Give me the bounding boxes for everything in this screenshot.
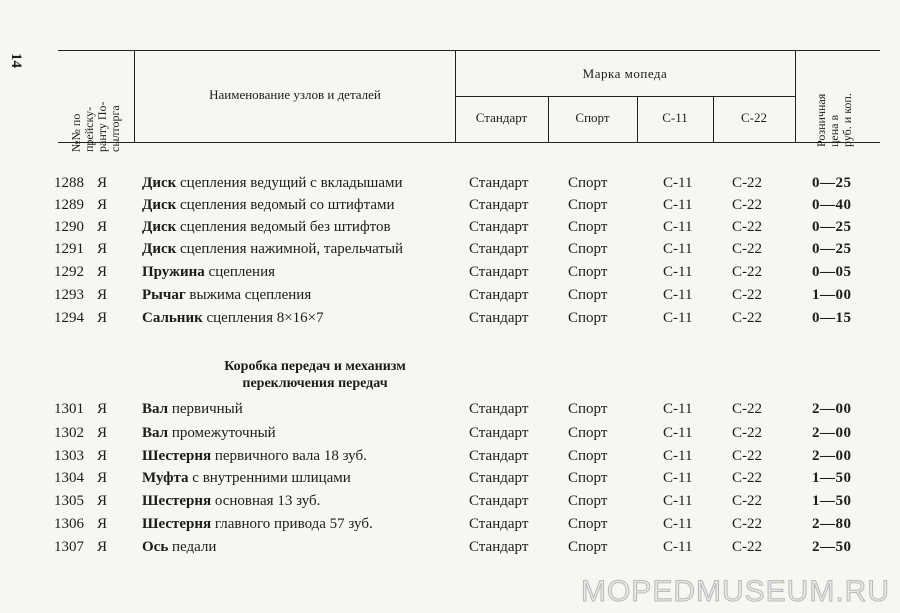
row-number: 1307 xyxy=(54,539,84,555)
row-c22: С-22 xyxy=(732,493,762,509)
table-row xyxy=(0,539,900,561)
row-category: Я xyxy=(97,539,108,555)
site-watermark: MOPEDMUSEUM.RU xyxy=(580,575,890,608)
page-number: 14 xyxy=(8,53,24,68)
row-name xyxy=(142,241,403,258)
row-price: 1—00 xyxy=(812,287,852,303)
row-price: 1—50 xyxy=(812,493,852,509)
row-name xyxy=(142,516,373,533)
row-sport: Спорт xyxy=(568,425,608,441)
row-c22: С-22 xyxy=(732,219,762,235)
row-price: 0—25 xyxy=(812,241,852,257)
row-standard: Стандарт xyxy=(469,516,529,532)
header-divider-2 xyxy=(455,50,456,142)
row-sport: Спорт xyxy=(568,219,608,235)
row-c22: С-22 xyxy=(732,425,762,441)
header-divider-1 xyxy=(134,50,135,142)
row-name-bold: Диск xyxy=(142,197,177,213)
row-c11: С-11 xyxy=(663,401,693,417)
row-name-bold: Вал xyxy=(142,401,169,417)
header-brand-c22: С-22 xyxy=(741,110,767,125)
row-standard: Стандарт xyxy=(469,448,529,464)
row-number: 1288 xyxy=(54,175,84,191)
table-row xyxy=(0,310,900,332)
row-c22: С-22 xyxy=(732,539,762,555)
row-name xyxy=(142,175,403,192)
row-name-rest: сцепления ведомый без штифтов xyxy=(176,219,391,235)
row-sport: Спорт xyxy=(568,401,608,417)
header-brand-standard: Стандарт xyxy=(475,110,528,125)
row-name-rest: педали xyxy=(168,539,217,555)
row-name-bold: Вал xyxy=(142,425,169,441)
table-row xyxy=(0,219,900,241)
row-price: 0—05 xyxy=(812,264,852,280)
row-name-rest: главного привода 57 зуб. xyxy=(211,516,373,532)
header-brand-sport: Спорт xyxy=(575,110,610,125)
row-c22: С-22 xyxy=(732,516,762,532)
row-category: Я xyxy=(97,401,108,417)
row-name-rest: сцепления нажимной, тарельчатый xyxy=(176,241,404,257)
header-col-number: №№ по прейску- ранту По- сылторга xyxy=(69,101,122,152)
row-name xyxy=(142,448,367,465)
row-c22: С-22 xyxy=(732,448,762,464)
row-name-bold: Муфта xyxy=(142,470,189,486)
row-sport: Спорт xyxy=(568,516,608,532)
row-name-bold: Пружина xyxy=(142,264,205,280)
header-divider-6 xyxy=(795,50,796,142)
row-number: 1292 xyxy=(54,264,84,280)
table-row xyxy=(0,516,900,538)
row-standard: Стандарт xyxy=(469,197,529,213)
row-standard: Стандарт xyxy=(469,470,529,486)
row-c11: С-11 xyxy=(663,493,693,509)
row-name-rest: сцепления 8×16×7 xyxy=(202,310,324,326)
row-standard: Стандарт xyxy=(469,219,529,235)
row-name-bold: Диск xyxy=(142,219,177,235)
section-heading: Коробка передач и механизм переключения передач xyxy=(224,359,406,391)
header-bottom-rule xyxy=(58,142,880,143)
row-name-bold: Диск xyxy=(142,241,177,257)
row-name-bold: Ось xyxy=(142,539,169,555)
row-category: Я xyxy=(97,219,108,235)
header-col-price: Розничная цена в руб. и коп. xyxy=(814,93,854,147)
row-name-rest: сцепления ведомый со штифтами xyxy=(176,197,395,213)
table-row xyxy=(0,448,900,470)
row-name-rest: первичный xyxy=(168,401,243,417)
row-c22: С-22 xyxy=(732,287,762,303)
row-price: 2—00 xyxy=(812,448,852,464)
row-sport: Спорт xyxy=(568,310,608,326)
row-standard: Стандарт xyxy=(469,493,529,509)
row-sport: Спорт xyxy=(568,175,608,191)
row-standard: Стандарт xyxy=(469,264,529,280)
row-category: Я xyxy=(97,448,108,464)
row-name xyxy=(142,425,276,442)
row-sport: Спорт xyxy=(568,493,608,509)
row-number: 1301 xyxy=(54,401,84,417)
row-c11: С-11 xyxy=(663,539,693,555)
row-price: 0—15 xyxy=(812,310,852,326)
row-sport: Спорт xyxy=(568,448,608,464)
row-sport: Спорт xyxy=(568,241,608,257)
row-category: Я xyxy=(97,264,108,280)
row-c22: С-22 xyxy=(732,470,762,486)
row-name-rest: основная 13 зуб. xyxy=(211,493,321,509)
row-sport: Спорт xyxy=(568,470,608,486)
row-c22: С-22 xyxy=(732,175,762,191)
row-standard: Стандарт xyxy=(469,539,529,555)
row-name-bold: Диск xyxy=(142,175,177,191)
row-name xyxy=(142,470,351,487)
row-price: 0—40 xyxy=(812,197,852,213)
table-row xyxy=(0,401,900,423)
row-name xyxy=(142,310,324,327)
row-price: 2—00 xyxy=(812,425,852,441)
header-brand-c11: С-11 xyxy=(662,110,688,125)
row-sport: Спорт xyxy=(568,287,608,303)
row-name-bold: Шестерня xyxy=(142,493,212,509)
header-col-brand: Марка мопеда xyxy=(582,66,668,81)
row-number: 1302 xyxy=(54,425,84,441)
table-row xyxy=(0,264,900,286)
row-c11: С-11 xyxy=(663,470,693,486)
row-standard: Стандарт xyxy=(469,241,529,257)
row-c22: С-22 xyxy=(732,401,762,417)
row-price: 0—25 xyxy=(812,175,852,191)
row-name xyxy=(142,287,311,304)
row-number: 1289 xyxy=(54,197,84,213)
row-sport: Спорт xyxy=(568,197,608,213)
row-price: 2—80 xyxy=(812,516,852,532)
row-number: 1294 xyxy=(54,310,84,326)
row-c11: С-11 xyxy=(663,197,693,213)
row-name-bold: Шестерня xyxy=(142,516,212,532)
table-row xyxy=(0,470,900,492)
row-number: 1304 xyxy=(54,470,84,486)
row-c11: С-11 xyxy=(663,516,693,532)
row-number: 1290 xyxy=(54,219,84,235)
row-number: 1291 xyxy=(54,241,84,257)
row-name xyxy=(142,539,216,556)
table-row xyxy=(0,175,900,197)
table-row xyxy=(0,425,900,447)
row-name-rest: промежуточный xyxy=(168,425,276,441)
row-name-rest: первичного вала 18 зуб. xyxy=(211,448,367,464)
row-number: 1303 xyxy=(54,448,84,464)
brand-sub-rule xyxy=(455,96,795,97)
row-sport: Спорт xyxy=(568,264,608,280)
row-standard: Стандарт xyxy=(469,175,529,191)
row-price: 2—00 xyxy=(812,401,852,417)
row-number: 1305 xyxy=(54,493,84,509)
row-name-bold: Сальник xyxy=(142,310,203,326)
row-category: Я xyxy=(97,425,108,441)
row-standard: Стандарт xyxy=(469,310,529,326)
row-c11: С-11 xyxy=(663,241,693,257)
row-c11: С-11 xyxy=(663,310,693,326)
row-name-rest: сцепления xyxy=(204,264,275,280)
row-category: Я xyxy=(97,175,108,191)
table-row xyxy=(0,287,900,309)
row-c11: С-11 xyxy=(663,175,693,191)
table-row xyxy=(0,241,900,263)
row-c11: С-11 xyxy=(663,264,693,280)
table-row xyxy=(0,493,900,515)
row-c11: С-11 xyxy=(663,448,693,464)
row-category: Я xyxy=(97,493,108,509)
row-name-rest: с внутренними шлицами xyxy=(188,470,351,486)
row-name-bold: Рычаг xyxy=(142,287,186,303)
row-number: 1306 xyxy=(54,516,84,532)
row-standard: Стандарт xyxy=(469,425,529,441)
row-c11: С-11 xyxy=(663,219,693,235)
row-standard: Стандарт xyxy=(469,401,529,417)
row-name xyxy=(142,493,320,510)
row-c22: С-22 xyxy=(732,241,762,257)
row-name-bold: Шестерня xyxy=(142,448,212,464)
header-top-rule xyxy=(58,50,880,51)
row-name-rest: сцепления ведущий с вкладышами xyxy=(176,175,403,191)
row-c22: С-22 xyxy=(732,264,762,280)
row-category: Я xyxy=(97,197,108,213)
row-price: 2—50 xyxy=(812,539,852,555)
row-number: 1293 xyxy=(54,287,84,303)
row-category: Я xyxy=(97,310,108,326)
header-col-name: Наименование узлов и деталей xyxy=(209,87,381,102)
row-standard: Стандарт xyxy=(469,287,529,303)
row-category: Я xyxy=(97,287,108,303)
row-name-rest: выжима сцепления xyxy=(185,287,312,303)
row-price: 1—50 xyxy=(812,470,852,486)
row-name xyxy=(142,197,395,214)
row-category: Я xyxy=(97,516,108,532)
row-c11: С-11 xyxy=(663,425,693,441)
row-category: Я xyxy=(97,241,108,257)
table-row xyxy=(0,197,900,219)
row-name xyxy=(142,401,243,418)
row-price: 0—25 xyxy=(812,219,852,235)
row-c11: С-11 xyxy=(663,287,693,303)
row-name xyxy=(142,219,391,236)
row-sport: Спорт xyxy=(568,539,608,555)
row-category: Я xyxy=(97,470,108,486)
row-c22: С-22 xyxy=(732,197,762,213)
row-c22: С-22 xyxy=(732,310,762,326)
row-name xyxy=(142,264,275,281)
